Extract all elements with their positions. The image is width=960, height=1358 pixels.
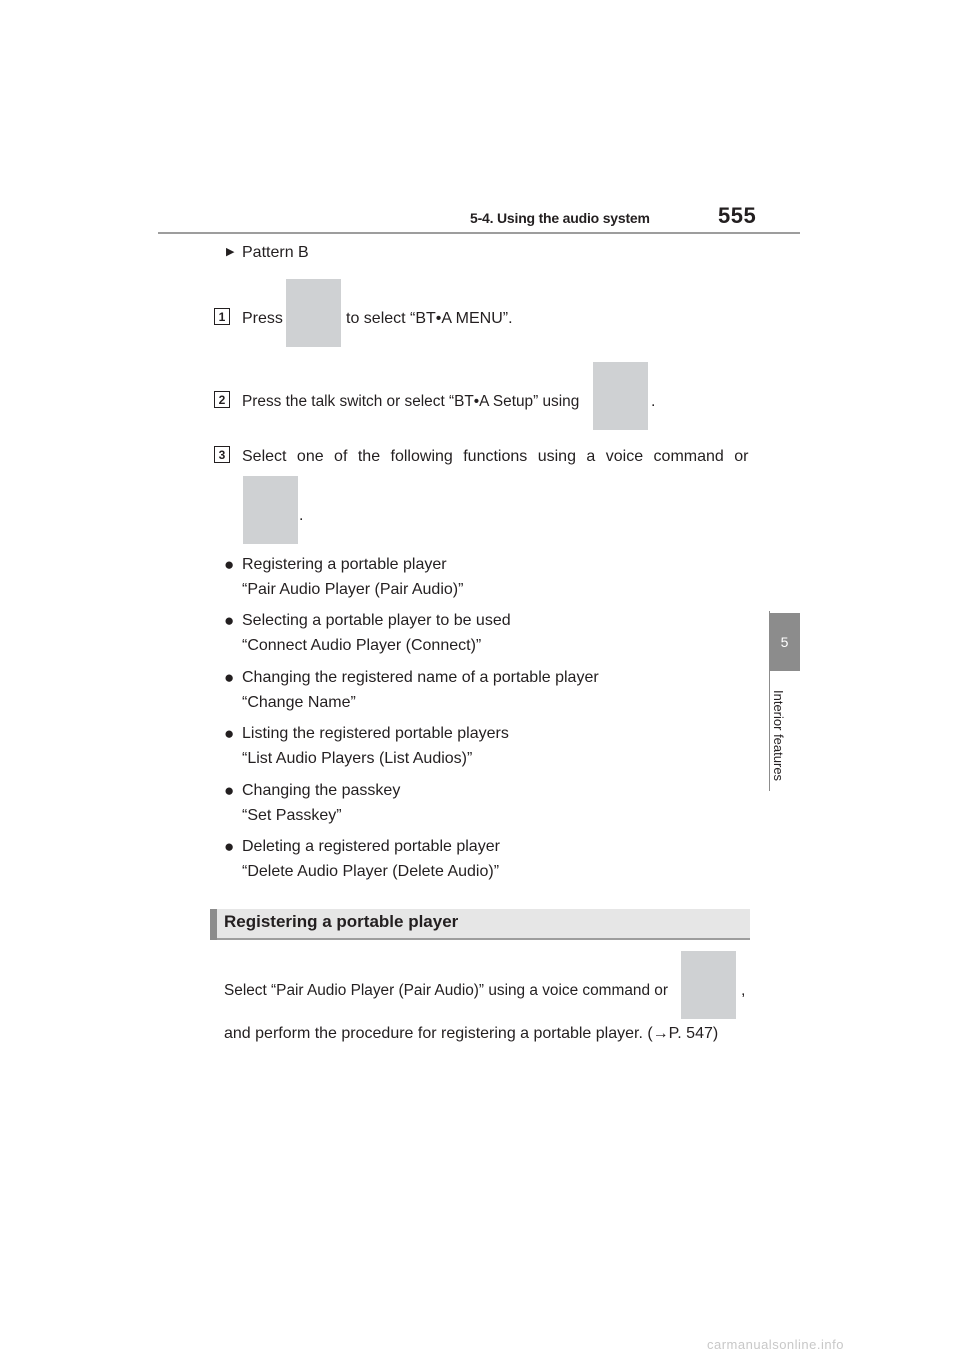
section-title: Registering a portable player [224,912,459,931]
bullet-icon: ● [224,837,235,856]
watermark: carmanualsonline.info [707,1337,844,1352]
function-command: “Delete Audio Player (Delete Audio)” [242,863,500,880]
section-line-2: and perform the procedure for registering a portable player. (→P. 547) [224,1025,719,1042]
pattern-label: Pattern B [242,244,309,261]
tune-select-knob-image [286,279,341,347]
function-command: “Change Name” [242,694,356,711]
section-line-1: Select “Pair Audio Player (Pair Audio)” using a voice command or [224,982,668,999]
bullet-icon: ● [224,781,235,800]
section-line-1-comma: , [741,982,746,999]
chapter-number-tab: 5 [769,613,800,671]
step-number-2: 2 [214,391,230,408]
function-command: “List Audio Players (List Audios)” [242,750,473,767]
function-title: Changing the registered name of a portable player [242,669,599,686]
step-3-text-after: . [299,507,304,524]
function-title: Selecting a portable player to be used [242,612,511,629]
function-title: Listing the registered portable players [242,725,509,742]
page-number: 555 [718,203,757,228]
bullet-icon: ● [224,668,235,687]
pattern-arrow-icon: ▶ [226,246,235,258]
function-title: Deleting a registered portable player [242,838,500,855]
chapter-title: Interior features [771,690,786,782]
step-1-text-before: Press [242,310,283,327]
step-number-1: 1 [214,308,230,325]
function-command: “Set Passkey” [242,807,342,824]
bullet-icon: ● [224,555,235,574]
step-1-text-after: to select “BT•A MENU”. [346,310,513,327]
header-divider [158,232,800,234]
section-heading-bar [210,909,217,940]
step-2-text-before: Press the talk switch or select “BT•A Setup” using [242,393,580,410]
function-title: Changing the passkey [242,782,401,799]
function-command: “Connect Audio Player (Connect)” [242,637,482,654]
step-number-3: 3 [214,446,230,463]
tune-select-knob-image [593,362,648,430]
bullet-icon: ● [224,724,235,743]
function-command: “Pair Audio Player (Pair Audio)” [242,581,464,598]
step-3-text-before: Select one of the following functions using a voice command or [242,448,749,465]
tune-select-knob-image [243,476,298,544]
bullet-icon: ● [224,611,235,630]
tune-select-knob-image [681,951,736,1019]
step-2-text-after: . [651,393,656,410]
header-section-title: 5-4. Using the audio system [470,210,650,226]
function-title: Registering a portable player [242,556,447,573]
